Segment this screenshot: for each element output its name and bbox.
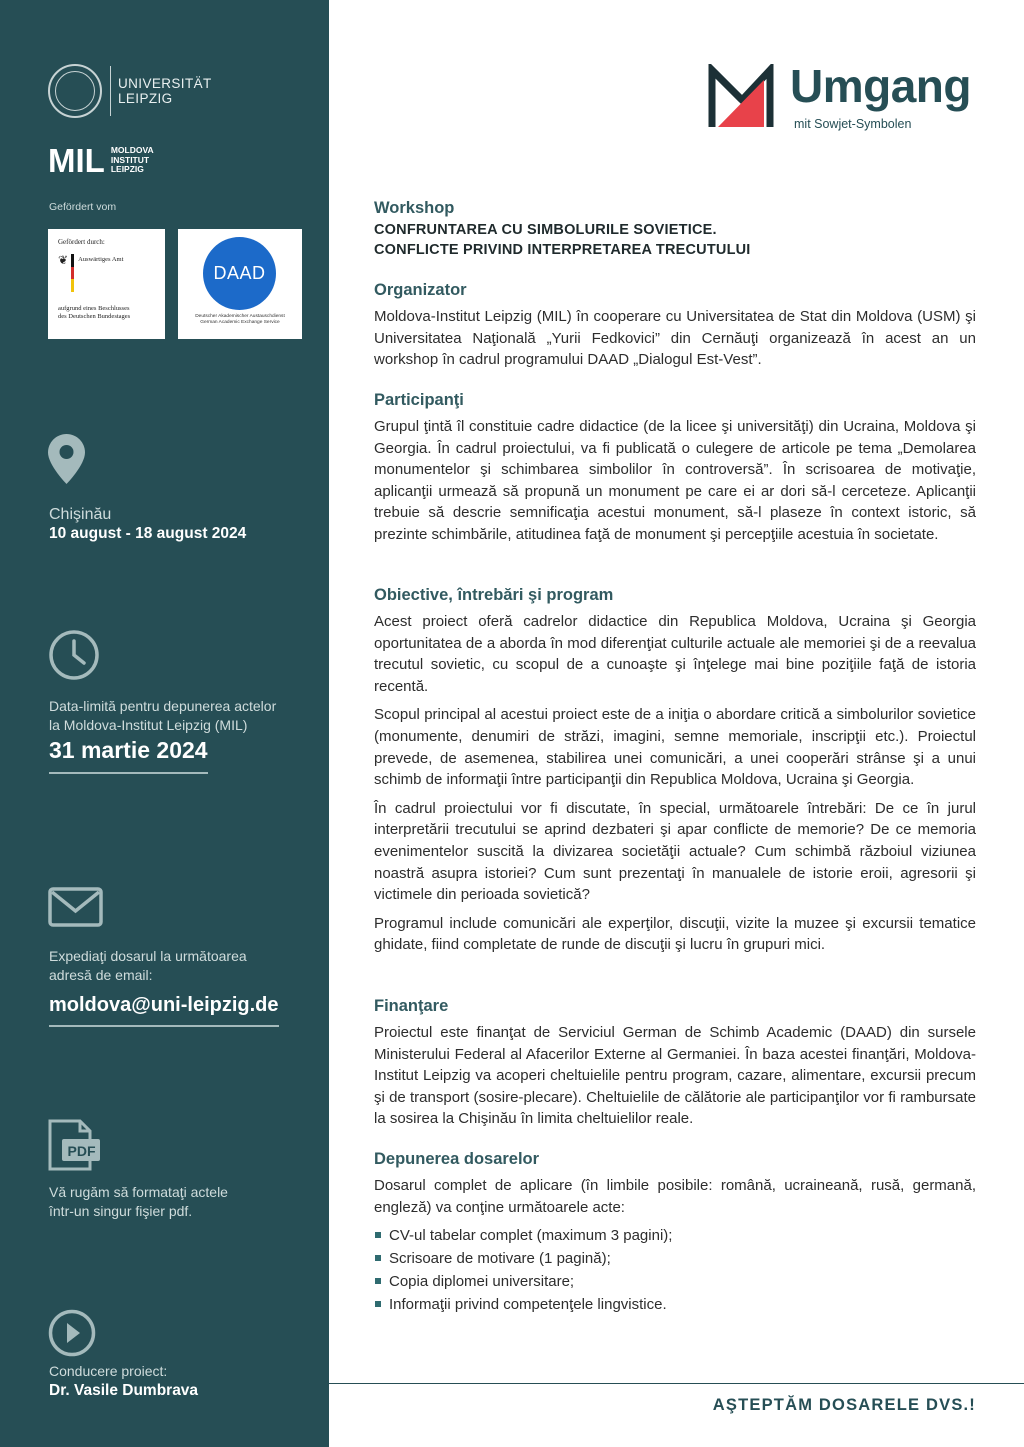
aa-name: Auswärtiges Amt <box>78 256 124 263</box>
university-name: UNIVERSITÄT LEIPZIG <box>118 76 212 106</box>
university-logo <box>48 64 212 118</box>
required-documents-list <box>374 1224 976 1316</box>
auswaertiges-amt-logo <box>48 229 165 339</box>
footer-call-to-action: AŞTEPTĂM DOSARELE DVS.! <box>712 1396 976 1414</box>
deadline-date: 31 martie 2024 <box>49 737 208 774</box>
pdf-icon-label: PDF <box>67 1143 96 1159</box>
mil-logo-mark: MIL <box>48 142 105 179</box>
location-pin-icon <box>48 434 85 484</box>
funded-by-label: Gefördert vom <box>49 201 117 213</box>
participants-section <box>374 390 976 546</box>
list-item: Informaţii privind competenţele lingvistice. <box>374 1293 976 1316</box>
participants-text: Grupul ţintă îl constituie cadre didactice (de la licee şi universităţi) din Ucraina, Moldova şi Georgia. În cadrul proiectului, va fi publicată o culegere de articole pe tema „Demolarea monumentelor şi schimbarea simbolilor în controversă”. În scrisoarea de motivaţie, aplicanţii urmează să propună un monument pe care ei ar dori să-l cerceteze. Aplicanţii trebuie să descrie semnificaţia acestui monument, să-l plaseze în context istoric, să prezinte schimbările, atitudinea faţă de monument şi percepţiile acestuia în societate. <box>374 418 976 543</box>
objectives-title: Obiective, întrebări şi program <box>374 586 614 604</box>
umgang-logo-mark <box>708 64 776 130</box>
list-item: CV-ul tabelar complet (maximum 3 pagini); <box>374 1224 976 1247</box>
submission-text: Dosarul complet de aplicare (în limbile posibile: română, ucraineană, rusă, germană, engleză) va conţine următoarele acte: <box>374 1177 976 1216</box>
daad-caption: Deutscher Akademischer Austauschdienst German Academic Exchange Service <box>195 314 285 325</box>
email-address[interactable]: moldova@uni-leipzig.de <box>49 994 279 1027</box>
format-label: Vă rugăm să formataţi actele într-un singur fişier pdf. <box>49 1184 228 1219</box>
clock-icon <box>48 629 100 681</box>
envelope-icon <box>48 887 103 927</box>
objectives-paragraph-2: Scopul principal al acestui proiect este de a iniţia o abordare critică a simbolurilor sovietice (monumente, denumiri de străzi, imagini, semne memoriale, inscripţii etc.). Proiectul prevede, de asemenea, stabilirea unei comunicări, a unei cooperări strânse şi a unui schimb de informaţii între participanţii din Republica Moldova, Ucraina şi Georgia. <box>374 706 976 789</box>
brand-name: Umgang <box>790 60 971 112</box>
objectives-paragraph-4: Programul include comunicări ale experţilor, discuţii, vizite la muzee şi excursii tematice ghidate, fiind completate de runde de discuţii şi lucru în grupuri mici. <box>374 914 976 954</box>
workshop-section <box>374 198 976 260</box>
german-flag-icon <box>71 254 74 292</box>
daad-logo-mark: DAAD <box>203 237 276 310</box>
mil-logo-text: MOLDOVA INSTITUT LEIPZIG <box>110 145 154 175</box>
location-dates: 10 august - 18 august 2024 <box>49 525 247 542</box>
objectives-paragraph-3: În cadrul proiectului vor fi discutate, în special, următoarele întrebări: De ce în jurul interpretării trecutului se aprind dezbateri şi apar conflicte de memorie? De ce memoria evenimentelor suscită la divizarea societăţii actuale? Cum schimbă războiul viziunea noastră asupra istoriei? Cum sunt prezentaţi în manualele de istorie eroii, agresorii şi victimele din perioada sovietică? <box>374 799 976 904</box>
daad-logo <box>178 229 302 339</box>
funding-text: Proiectul este finanţat de Serviciul German de Schimb Academic (DAAD) din sursele Ministerului Federal al Afacerilor Externe al Germaniei. În baza acestei finanţări, Moldova-Institut Leipzig va acoperi cheltuielile pentru program, cazare, alimentare, excursii precum şi de transport (sosire-plecare). Cheltuielile de călătorie ale participanţilor vor fi rambursate la sosirea la Chişinău în limita cheltuielilor reale. <box>374 1024 976 1128</box>
list-item: Scrisoare de motivare (1 pagină); <box>374 1247 976 1270</box>
workshop-title: Workshop <box>374 199 455 217</box>
list-item: Copia diplomei universitare; <box>374 1270 976 1293</box>
mil-logo <box>48 144 154 177</box>
aa-decision-text: aufgrund eines Beschlusses des Deutschen Bundestages <box>58 305 131 320</box>
objectives-paragraph-1: Acest proiect oferă cadrelor didactice din Republica Moldova, Ucraina şi Georgia oportunitatea de a aborda în mod diferenţiat culturile actuale ale memoriei şi de a reevalua trecutul sovietic, cu scopul de a cunoaşte şi înţelege mai bine poziţiile faţă de istoria recentă. <box>374 613 976 695</box>
project-lead-label: Conducere proiect: <box>49 1363 168 1379</box>
funding-title: Finanţare <box>374 997 449 1015</box>
workshop-headline-2: CONFLICTE PRIVIND INTERPRETAREA TRECUTULUI <box>374 241 751 258</box>
aa-funded-text: Gefördert durch: <box>58 238 105 246</box>
email-label: Expediaţi dosarul la următoarea adresă de email: <box>49 948 247 983</box>
location-city: Chişinău <box>49 506 112 523</box>
deadline-label: Data-limită pentru depunerea actelor la Moldova-Institut Leipzig (MIL) <box>49 698 277 733</box>
organizer-title: Organizator <box>374 281 467 299</box>
organizer-text: Moldova-Institut Leipzig (MIL) în cooperare cu Universitatea de Stat din Moldova (USM) şi Universitatea Naţională „Yurii Fedkovici” din Cernăuţi organizează în acest an un workshop în cadrul programului DAAD „Dialogul Est-Vest”. <box>374 308 976 369</box>
participants-title: Participanţi <box>374 391 464 409</box>
organizer-section <box>374 280 976 371</box>
eagle-icon: ❦ <box>58 253 69 267</box>
university-seal-icon <box>48 64 102 118</box>
submission-section <box>374 1149 976 1316</box>
footer-divider <box>329 1383 1024 1384</box>
funding-section <box>374 996 976 1130</box>
objectives-section <box>374 585 976 956</box>
workshop-headline-1: CONFRUNTAREA CU SIMBOLURILE SOVIETICE. <box>374 222 717 238</box>
project-lead-name: Dr. Vasile Dumbrava <box>49 1382 199 1399</box>
sidebar <box>0 0 329 1447</box>
play-icon <box>48 1309 96 1357</box>
submission-title: Depunerea dosarelor <box>374 1150 540 1168</box>
brand-subtitle: mit Sowjet-Symbolen <box>794 117 912 131</box>
